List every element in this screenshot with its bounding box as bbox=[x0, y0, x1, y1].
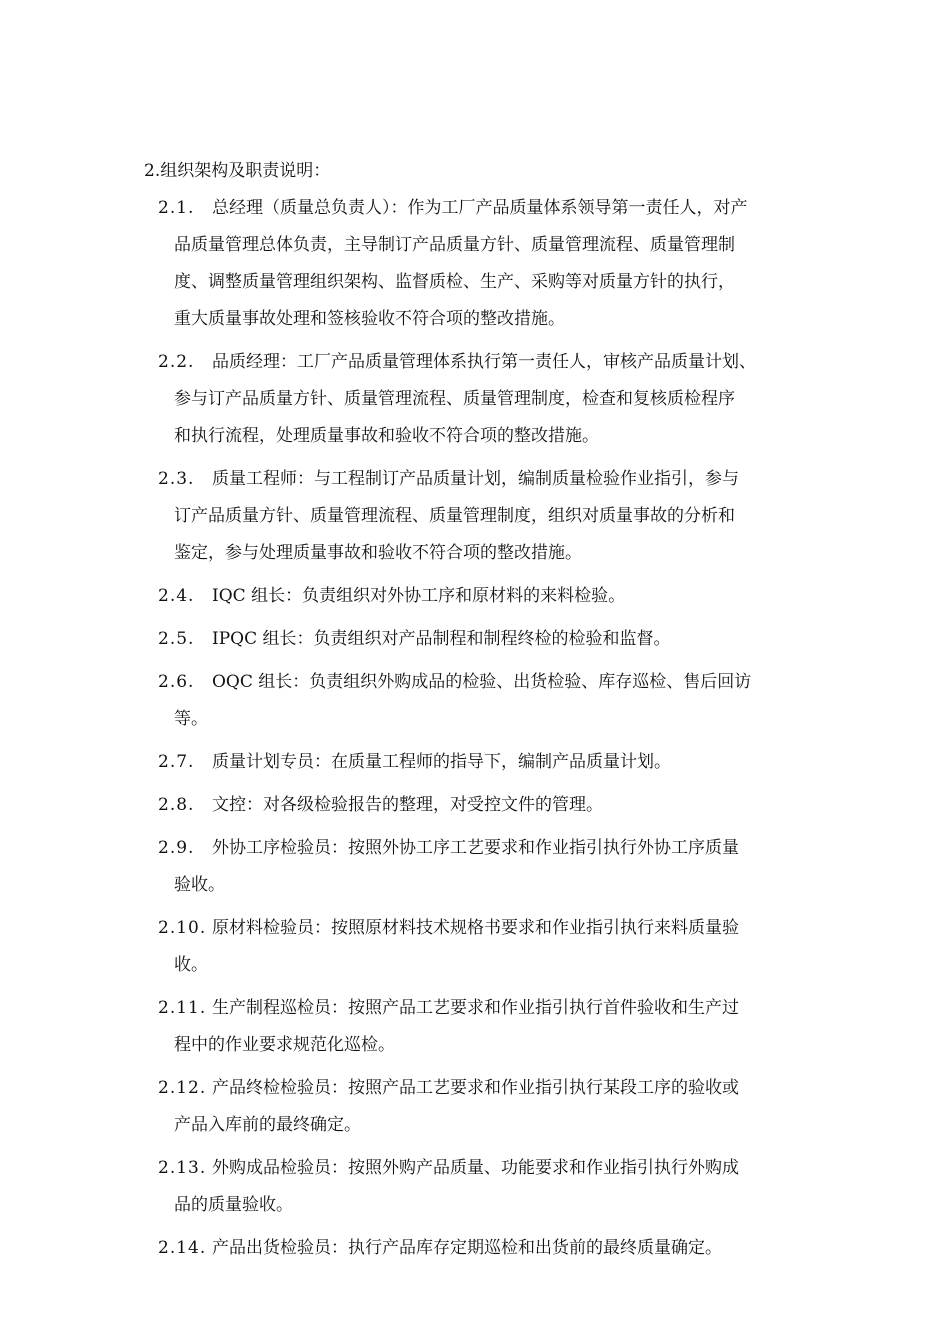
item-text-line: 总经理（质量总负责人）：作为工厂产品质量体系领导第一责任人，对产 bbox=[212, 198, 748, 218]
item-text-line: 等。 bbox=[174, 709, 208, 729]
item-number: 2.11. bbox=[158, 998, 207, 1018]
item-text-line: 生产制程巡检员：按照产品工艺要求和作业指引执行首件验收和生产过 bbox=[212, 998, 739, 1018]
item-number: 2.5. bbox=[158, 629, 195, 649]
item-number: 2.10. bbox=[158, 918, 207, 938]
item-text-line: 重大质量事故处理和签核验收不符合项的整改措施。 bbox=[174, 309, 565, 329]
item-number: 2.9. bbox=[158, 838, 195, 858]
item-number: 2.6. bbox=[158, 672, 195, 692]
item-text-line: 外购成品检验员：按照外购产品质量、功能要求和作业指引执行外购成 bbox=[212, 1158, 739, 1178]
item-text bbox=[212, 621, 818, 658]
item-text-line: IPQC 组长：负责组织对产品制程和制程终检的检验和监督。 bbox=[212, 629, 671, 649]
item-text-line: 外协工序检验员：按照外协工序工艺要求和作业指引执行外协工序质量 bbox=[212, 838, 739, 858]
item-text-line: 度、调整质量管理组织架构、监督质检、生产、采购等对质量方针的执行， bbox=[174, 272, 735, 292]
list-item bbox=[158, 461, 818, 572]
item-number: 2.14. bbox=[158, 1238, 207, 1258]
list-item bbox=[158, 621, 818, 658]
item-text-line: 文控：对各级检验报告的整理，对受控文件的管理。 bbox=[212, 795, 603, 815]
item-text-line: 和执行流程，处理质量事故和验收不符合项的整改措施。 bbox=[174, 426, 599, 446]
item-text-line: 质量计划专员：在质量工程师的指导下，编制产品质量计划。 bbox=[212, 752, 671, 772]
item-text-line: 原材料检验员：按照原材料技术规格书要求和作业指引执行来料质量验 bbox=[212, 918, 739, 938]
item-text-line: 鉴定，参与处理质量事故和验收不符合项的整改措施。 bbox=[174, 543, 582, 563]
item-number: 2.13. bbox=[158, 1158, 207, 1178]
section-heading: 2.组织架构及职责说明： bbox=[144, 161, 331, 181]
list-item bbox=[158, 990, 818, 1064]
item-text-line: IQC 组长：负责组织对外协工序和原材料的来料检验。 bbox=[212, 586, 626, 606]
item-text-line: 品质经理：工厂产品质量管理体系执行第一责任人，审核产品质量计划、 bbox=[212, 352, 756, 372]
item-text-line: 参与订产品质量方针、质量管理流程、质量管理制度，检查和复核质检程序 bbox=[174, 389, 735, 409]
item-text-line: 质量工程师：与工程制订产品质量计划，编制质量检验作业指引，参与 bbox=[212, 469, 739, 489]
item-text bbox=[212, 578, 818, 615]
list-item bbox=[158, 830, 818, 904]
item-text-line: 订产品质量方针、质量管理流程、质量管理制度，组织对质量事故的分析和 bbox=[174, 506, 735, 526]
item-number: 2.1. bbox=[158, 198, 195, 218]
item-number: 2.4. bbox=[158, 586, 195, 606]
item-text-line: 产品出货检验员：执行产品库存定期巡检和出货前的最终质量确定。 bbox=[212, 1238, 722, 1258]
item-text-line: 程中的作业要求规范化巡检。 bbox=[174, 1035, 395, 1055]
item-text bbox=[212, 1230, 818, 1267]
list-item bbox=[158, 787, 818, 824]
list-item bbox=[158, 344, 818, 455]
list-item bbox=[158, 1070, 818, 1144]
list-item bbox=[158, 744, 818, 781]
item-text-line: 收。 bbox=[174, 955, 208, 975]
item-text-line: 验收。 bbox=[174, 875, 225, 895]
list-item bbox=[158, 910, 818, 984]
item-text-line: 产品终检检验员：按照产品工艺要求和作业指引执行某段工序的验收或 bbox=[212, 1078, 739, 1098]
item-text-line: 产品入库前的最终确定。 bbox=[174, 1115, 361, 1135]
list-item bbox=[158, 1230, 818, 1267]
item-text-line: 品质量管理总体负责，主导制订产品质量方针、质量管理流程、质量管理制 bbox=[174, 235, 735, 255]
item-text-line: 品的质量验收。 bbox=[174, 1195, 293, 1215]
item-text bbox=[212, 787, 818, 824]
list-item bbox=[158, 1150, 818, 1224]
item-number: 2.7. bbox=[158, 752, 195, 772]
item-number: 2.8. bbox=[158, 795, 195, 815]
item-number: 2.2. bbox=[158, 352, 195, 372]
item-text-line: OQC 组长：负责组织外购成品的检验、出货检验、库存巡检、售后回访 bbox=[212, 672, 752, 692]
item-number: 2.3. bbox=[158, 469, 195, 489]
item-number: 2.12. bbox=[158, 1078, 207, 1098]
list-item bbox=[158, 190, 818, 338]
responsibility-list bbox=[158, 190, 818, 1273]
item-text bbox=[212, 744, 818, 781]
list-item bbox=[158, 578, 818, 615]
list-item bbox=[158, 664, 818, 738]
